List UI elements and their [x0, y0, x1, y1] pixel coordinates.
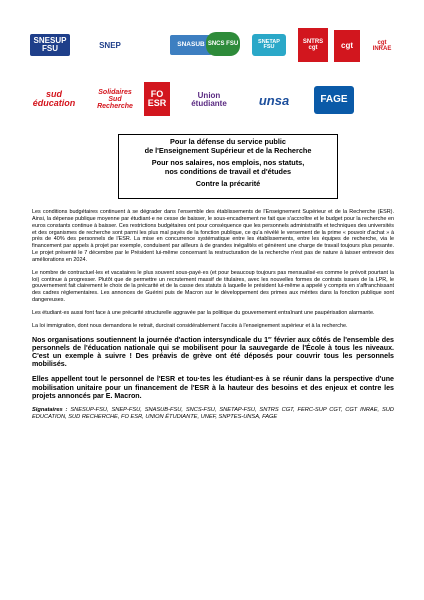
title-line-2: de l'Enseignement Supérieur et de la Recherche [144, 145, 312, 155]
union-etudiante-logo: Union étudiante [191, 91, 227, 108]
title-line-5: Contre la précarité [195, 179, 261, 189]
logo-band [30, 28, 396, 122]
paragraph-budget: Les conditions budgétaires continuent à se dégrader dans l'ensemble des établissements de l'Enseignement Supérieur et de la Recherche (ESR). Ainsi, la dépense publique moyenne par étudiant·e ne cesse de baisser, le sous-encadrement ne fait que s'accroître et le budget pour la recherche en euros constants continue à baisser. Ces restrictions budgétaires ont pour conséquence que les personnels administratifs et techniques des universités et des organismes de recherche sont parmi les plus mal payés de la fonction publique, ce qu'a révélé le versement de la prime « pouvoir d'achat » à près de 40% des personnels de l'ESR. La mise en concurrence systématique entre les établissements, entre les équipes de recherche, via le financement par appels à projet par exemple, conduisent par ailleurs à de grandes inégalités et génèrent une charge de travail toujours plus pesante. Le projet présenté le 7 décembre par le Président lui-même concernant la restructuration de la recherche n'est pas de nature à laisser entrevoir des améliorations en 2024. [32, 209, 394, 263]
sntrs-cgt-logo: SNTRS cgt [298, 28, 328, 62]
sud-recherche-logo: Solidaires Sud Recherche [97, 88, 133, 110]
unsa-logo: unsa [258, 92, 290, 108]
snetap-logo: SNETAP FSU [252, 34, 286, 56]
title-box [118, 134, 338, 199]
fo-esr-logo: FO ESR [144, 82, 170, 116]
snasub-logo: SNASUB [170, 35, 212, 55]
signatories-list: SNESUP-FSU, SNEP-FSU, SNASUB-FSU, SNCS-FSU, SNETAP-FSU, SNTRS CGT, FERC-SUP CGT, CGT INRAE, SUD EDUCATION, SUD RECHERCHE, FO ESR, UNION ÉTUDIANTE, UNEF, SNPTES-UNSA, FAGE [32, 407, 394, 421]
snep-logo: SNEP [99, 40, 121, 50]
title-line-1: Pour la défense du service public [170, 137, 286, 146]
fage-logo: FAGE [314, 86, 354, 114]
sud-education-logo: sud éducation [32, 89, 76, 108]
title-line-4: nos conditions de travail et d'études [164, 166, 292, 176]
cgt-inrae-logo: cgt INRAE [372, 40, 392, 52]
cgt-logo: cgt [334, 30, 360, 62]
signatories-label: Signataires : [32, 407, 68, 414]
title-line-3: Pour nos salaires, nos emplois, nos statuts, [151, 158, 305, 168]
signatories [32, 407, 394, 421]
document-body [32, 209, 394, 421]
paragraph-etudiants: Les étudiant·es aussi font face à une précarité structurelle aggravée par la politique du gouvernement entraînant une paupérisation alarmante. [32, 309, 375, 316]
sncs-logo: SNCS FSU [206, 32, 240, 56]
snesup-logo: SNESUP FSU [30, 34, 70, 56]
paragraph-loi-immigration: La loi immigration, dont nous demandons le retrait, durcirait considérablement l'accès à l'enseignement supérieur et à la recherche. [32, 322, 348, 329]
paragraph-appel: Elles appellent tout le personnel de l'ESR et tou·tes les étudiant·es à se réunir dans la perspective d'une mobilisation unitaire pour un financement de l'ESR à la hauteur des besoins et des enjeux et contre les projets annoncés par E. Macron. [32, 375, 394, 400]
paragraph-contractuels: Le nombre de contractuel·les et vacataires le plus souvent sous-payé·es (et pour beaucoup toujours pas mensualisé·es comme le prévoit pourtant la loi) continue à progresser. Plutôt que de permettre un recrutement massif de titulaires, avec les nouvelles formes de contrats issues de la LPR, le gouvernement fait clairement le choix de la précarité et de la casse des statuts à laquelle le président lui-même a appelé y compris en s'affranchissant des cadres réglementaires. Les annonces de Guérini puis de Macron sur le développement des primes aux mérites dans la fonction publique sont dangereuses. [32, 269, 394, 304]
paragraph-soutien: Nos organisations soutiennent la journée d'action intersyndicale du 1er février aux côtés de l'ensemble des personnels de l'éducation nationale qui se mobilisent pour la sauvegarde de l'École à tous les niveaux. C'est un exemple à suivre ! Des préavis de grève ont été déposés pour couvrir tous les personnels mobilisés. [32, 334, 394, 369]
